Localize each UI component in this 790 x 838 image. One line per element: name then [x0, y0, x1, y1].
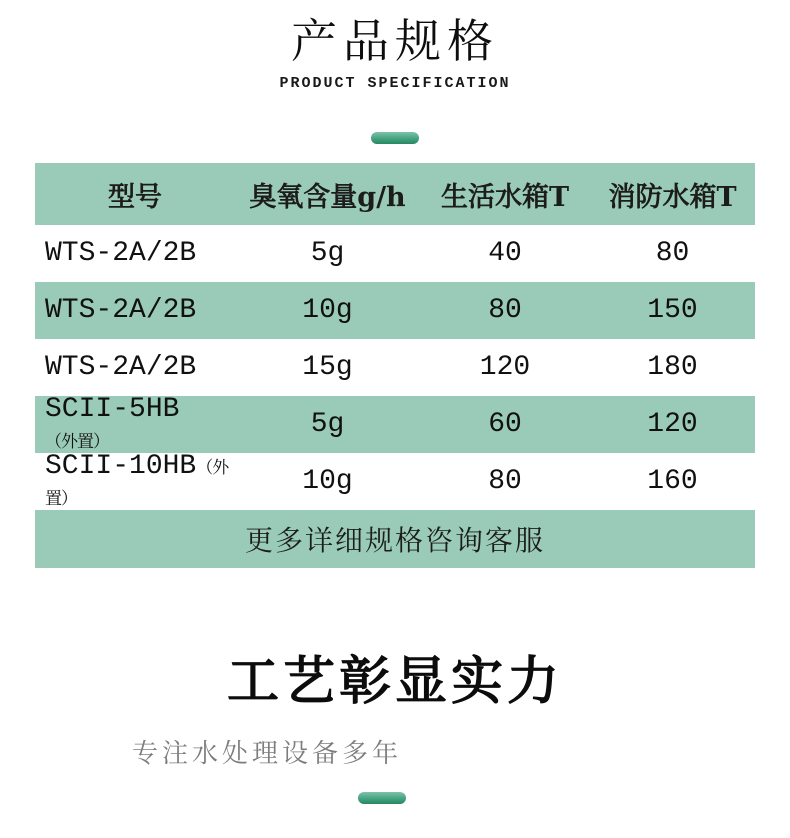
- cell-living-tank: 60: [488, 409, 522, 441]
- column-header-model: 型号: [108, 181, 162, 213]
- cell-fire-tank: 180: [647, 352, 698, 384]
- cell-ozone: 10g: [302, 295, 353, 327]
- cell-living-tank: 80: [488, 466, 522, 498]
- craft-subtitle: 专注水处理设备多年: [132, 738, 403, 769]
- table-footer-row: [35, 510, 755, 568]
- model-text: WTS-2A/2B: [45, 295, 197, 327]
- column-header-fire-tank: 消防水箱T: [608, 181, 737, 213]
- cell-ozone: 5g: [310, 409, 345, 441]
- spec-table: [35, 163, 755, 568]
- cell-fire-tank: 150: [647, 295, 698, 327]
- craft-title: 工艺彰显实力: [226, 651, 563, 713]
- model-note: （外置）: [45, 459, 229, 510]
- table-row: [35, 282, 755, 339]
- column-header-living-tank: 生活水箱T: [440, 181, 570, 213]
- cell-living-tank: 80: [488, 295, 522, 327]
- craft-section: [0, 652, 790, 804]
- model-text: SCII-10HB: [45, 450, 197, 482]
- cell-model: [35, 394, 235, 456]
- model-text: SCII-5HB: [45, 393, 180, 425]
- footer-note: 更多详细规格咨询客服: [244, 524, 545, 558]
- cell-model: [35, 238, 235, 269]
- cell-ozone: 5g: [310, 238, 345, 270]
- table-row: [35, 339, 755, 396]
- model-text: WTS-2A/2B: [45, 352, 197, 384]
- cell-model: [35, 451, 235, 513]
- cell-living-tank: 40: [488, 238, 522, 270]
- cell-fire-tank: 120: [647, 409, 698, 441]
- page-title: 产品规格: [291, 14, 499, 68]
- cell-model: [35, 295, 235, 326]
- table-header-row: [35, 163, 755, 225]
- table-row: [35, 450, 755, 510]
- model-text: WTS-2A/2B: [45, 238, 197, 270]
- divider-pill-top: [371, 132, 419, 144]
- column-header-ozone: 臭氧含量g/h: [249, 181, 406, 213]
- divider-pill-bottom: [358, 792, 406, 804]
- cell-model: [35, 352, 235, 383]
- table-row: [35, 393, 755, 453]
- cell-fire-tank: 160: [647, 466, 698, 498]
- cell-living-tank: 120: [479, 352, 531, 384]
- spec-section-header: [0, 0, 790, 144]
- cell-fire-tank: 80: [655, 238, 690, 270]
- model-note: （外置）: [45, 433, 109, 453]
- table-row: [35, 225, 755, 282]
- page-subtitle-en: PRODUCT SPECIFICATION: [279, 75, 511, 93]
- cell-ozone: 15g: [302, 352, 353, 384]
- cell-ozone: 10g: [302, 466, 353, 498]
